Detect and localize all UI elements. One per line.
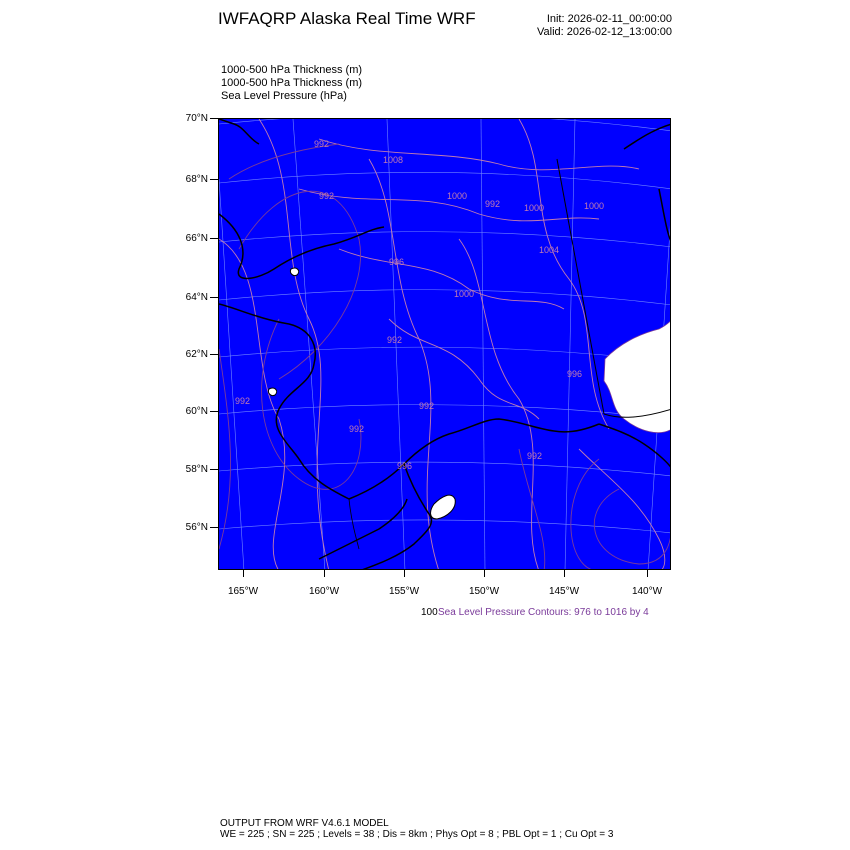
lat-tick — [210, 527, 218, 528]
field-label-thickness-1: 1000-500 hPa Thickness (m) — [221, 64, 363, 76]
contour-label: 992 — [314, 139, 330, 149]
lon-tick — [647, 570, 648, 577]
lon-label-160w: 160°W — [308, 586, 340, 597]
contour-label: 992 — [235, 396, 251, 406]
lon-label-140w: 140°W — [631, 586, 663, 597]
contour-label: 992 — [527, 451, 543, 461]
lat-tick — [210, 238, 218, 239]
lat-tick — [210, 411, 218, 412]
contour-label: 1000 — [454, 289, 475, 299]
lat-label-64n: 64°N — [185, 292, 208, 303]
lon-tick — [564, 570, 565, 577]
lat-tick — [210, 297, 218, 298]
contour-label: 996 — [389, 257, 405, 267]
lon-label-165w: 165°W — [227, 586, 259, 597]
contour-label: 992 — [319, 191, 335, 201]
contour-label: 992 — [419, 401, 435, 411]
lat-tick — [210, 354, 218, 355]
field-label-slp: Sea Level Pressure (hPa) — [221, 90, 347, 102]
lat-label-60n: 60°N — [185, 406, 208, 417]
contour-label: 1000 — [447, 191, 468, 201]
contour-label: 1004 — [539, 245, 560, 255]
lat-label-70n: 70°N — [185, 113, 208, 124]
map-panel — [218, 118, 671, 570]
model-config-label: WE = 225 ; SN = 225 ; Levels = 38 ; Dis = 8km ; Phys Opt = 8 ; PBL Opt = 1 ; Cu Opt = 3 — [220, 829, 614, 840]
lat-tick — [210, 118, 218, 119]
lon-label-150w: 150°W — [468, 586, 500, 597]
init-time: Init: 2026-02-11_00:00:00 — [546, 13, 672, 25]
contour-min-label: 100 — [421, 607, 438, 618]
contour-label: 992 — [485, 199, 501, 209]
lat-tick — [210, 469, 218, 470]
lat-label-68n: 68°N — [185, 174, 208, 185]
lat-label-66n: 66°N — [185, 233, 208, 244]
lon-tick — [404, 570, 405, 577]
contour-label: 1000 — [584, 201, 605, 211]
lon-tick — [484, 570, 485, 577]
map-canvas — [219, 119, 671, 570]
valid-time: Valid: 2026-02-12_13:00:00 — [537, 26, 672, 38]
model-output-label: OUTPUT FROM WRF V4.6.1 MODEL — [220, 818, 389, 829]
contour-label: 1008 — [383, 155, 404, 165]
contour-label: 992 — [349, 424, 365, 434]
lat-label-62n: 62°N — [185, 349, 208, 360]
lat-label-58n: 58°N — [185, 464, 208, 475]
plot-title: IWFAQRP Alaska Real Time WRF — [218, 9, 476, 28]
lat-tick — [210, 179, 218, 180]
lon-label-155w: 155°W — [388, 586, 420, 597]
contour-label: 996 — [397, 461, 413, 471]
lon-label-145w: 145°W — [548, 586, 580, 597]
contour-label: 996 — [567, 369, 583, 379]
lon-tick — [324, 570, 325, 577]
contour-info-label: Sea Level Pressure Contours: 976 to 1016 by 4 — [438, 607, 649, 618]
contour-label: 992 — [387, 335, 403, 345]
lat-label-56n: 56°N — [185, 522, 208, 533]
lon-tick — [243, 570, 244, 577]
island — [268, 388, 276, 395]
island — [290, 268, 298, 275]
contour-label: 1000 — [524, 203, 545, 213]
field-label-thickness-2: 1000-500 hPa Thickness (m) — [221, 77, 363, 89]
